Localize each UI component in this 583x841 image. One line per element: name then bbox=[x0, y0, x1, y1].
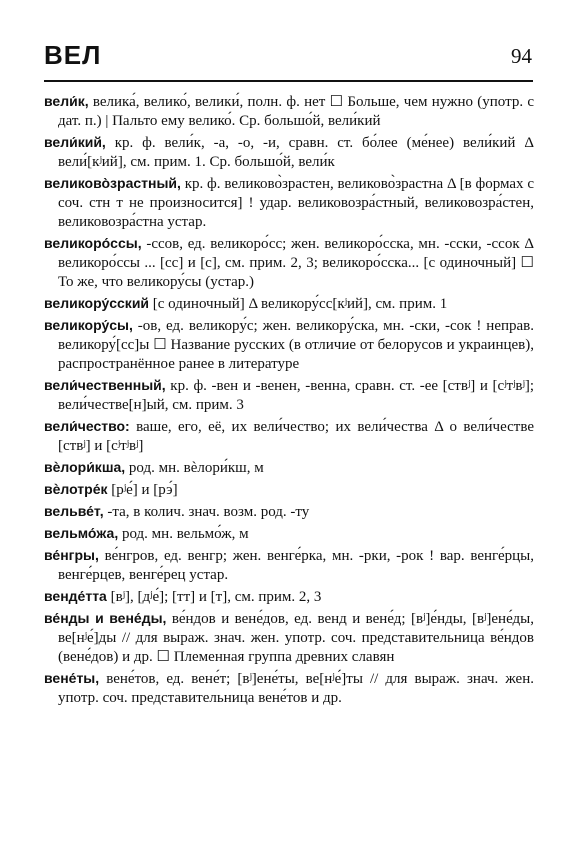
dictionary-entry bbox=[44, 546, 534, 585]
entry-body: кр. ф. -вен и -венен, -венна, сравн. ст. -ее [ствʲ] и [сʲтʲвʲ]; вели́честве[н]ый, см. прим. 3 bbox=[58, 378, 534, 413]
entry-body: -ов, ед. великору́с; жен. великору́ска, мн. -ски, -сок ! неправ. великору́[сс]ы ☐ Название русских (в отличие от белорусов и украинцев), распространённое ранее в литературе bbox=[58, 318, 534, 372]
entry-headword: вели́к, bbox=[44, 93, 89, 109]
dictionary-entry bbox=[44, 133, 534, 172]
entry-headword: ве́нгры, bbox=[44, 547, 99, 563]
dictionary-entry bbox=[44, 458, 534, 478]
entry-body: кр. ф. вели́к, -а, -о, -и, сравн. ст. бо́лее (ме́нее) вели́кий Δ вели́[кʲий], см. прим. 1. Ср. большо́й, вели́к bbox=[58, 135, 534, 170]
entry-body: [вʲ], [дʲе́]; [тт] и [т], см. прим. 2, 3 bbox=[106, 589, 322, 605]
dictionary-entry bbox=[44, 174, 534, 232]
entry-body: [с одиночный] Δ великору́сс[кʲий], см. прим. 1 bbox=[149, 296, 448, 312]
entry-headword: вели́кий, bbox=[44, 134, 106, 150]
entry-body: род. мн. вѐлори́кш, м bbox=[125, 460, 264, 476]
page-header bbox=[44, 40, 532, 80]
dictionary-entry bbox=[44, 609, 534, 667]
entry-headword: ве́нды и вене́ды, bbox=[44, 610, 167, 626]
entry-list bbox=[44, 92, 534, 710]
dictionary-entry bbox=[44, 524, 534, 544]
dictionary-entry bbox=[44, 316, 534, 374]
dictionary-entry bbox=[44, 480, 534, 500]
entry-body: род. мн. вельмо́ж, м bbox=[118, 526, 249, 542]
dictionary-entry bbox=[44, 376, 534, 415]
dictionary-entry bbox=[44, 417, 534, 456]
dictionary-entry bbox=[44, 92, 534, 131]
entry-body: кр. ф. великово̀зрастен, великово̀зрастна Δ [в формах с соч. стн т не произносится] ! удар. великовозра́стный, великовозра́стен, великовозра́стна устар. bbox=[58, 176, 534, 230]
entry-headword: великору́сы, bbox=[44, 317, 133, 333]
entry-headword: венде́тта bbox=[44, 588, 107, 604]
running-head-word: ВЕЛ bbox=[44, 40, 102, 70]
entry-body: ве́нгров, ед. венгр; жен. венге́рка, мн. -рки, -рок ! вар. венге́рцы, венге́рцев, венге́рец устар. bbox=[58, 548, 534, 583]
entry-headword: вельве́т, bbox=[44, 503, 104, 519]
entry-headword: вѐлотре́к bbox=[44, 481, 108, 497]
entry-headword: вели́чество: bbox=[44, 418, 130, 434]
entry-headword: великору́сский bbox=[44, 295, 150, 311]
entry-headword: вѐлори́кша, bbox=[44, 459, 126, 475]
entry-body: -та, в колич. знач. возм. род. -ту bbox=[103, 504, 310, 520]
dictionary-entry bbox=[44, 234, 534, 292]
entry-headword: вене́ты, bbox=[44, 670, 100, 686]
entry-body: [рʲе́] и [рэ́] bbox=[107, 482, 178, 498]
entry-body: велика́, велико́, велики́, полн. ф. нет ☐ Больше, чем нужно (употр. с дат. п.) | Пальто ему велико́. Ср. большо́й, вели́кий bbox=[58, 94, 534, 129]
dictionary-entry bbox=[44, 502, 534, 522]
entry-headword: вельмо́жа, bbox=[44, 525, 119, 541]
entry-headword: великово̀зрастный, bbox=[44, 175, 181, 191]
entry-body: -ссов, ед. великоро́сс; жен. великоро́сска, мн. -сски, -ссок Δ великоро́ссы ... [сс] и [с], см. прим. 2, 3; великоро́сска... [с одиночный] ☐ То же, что великору́сы (устар.) bbox=[58, 236, 534, 290]
dictionary-entry bbox=[44, 669, 534, 708]
entry-body: ваше, его, её, их вели́чество; их вели́чества Δ о вели́честве [ствʲ] и [сʲтʲвʲ] bbox=[58, 419, 534, 454]
entry-headword: великоро́ссы, bbox=[44, 235, 142, 251]
entry-body: ве́ндов и вене́дов, ед. венд и вене́д; [вʲ]е́нды, [вʲ]ене́ды, ве[нʲе́]ды // для выраж. знач. жен. употр. соч. представительница ве́ндов (вене́дов) и др. ☐ Племенная группа древних славян bbox=[58, 611, 534, 665]
header-rule bbox=[44, 80, 533, 82]
dictionary-entry bbox=[44, 587, 534, 607]
entry-body: вене́тов, ед. вене́т; [вʲ]ене́ты, ве[нʲе́]ты // для выраж. знач. жен. употр. соч. представительница вене́тов и др. bbox=[58, 671, 534, 706]
page-number: 94 bbox=[511, 44, 532, 68]
dictionary-entry bbox=[44, 294, 534, 314]
entry-headword: вели́чественный, bbox=[44, 377, 166, 393]
